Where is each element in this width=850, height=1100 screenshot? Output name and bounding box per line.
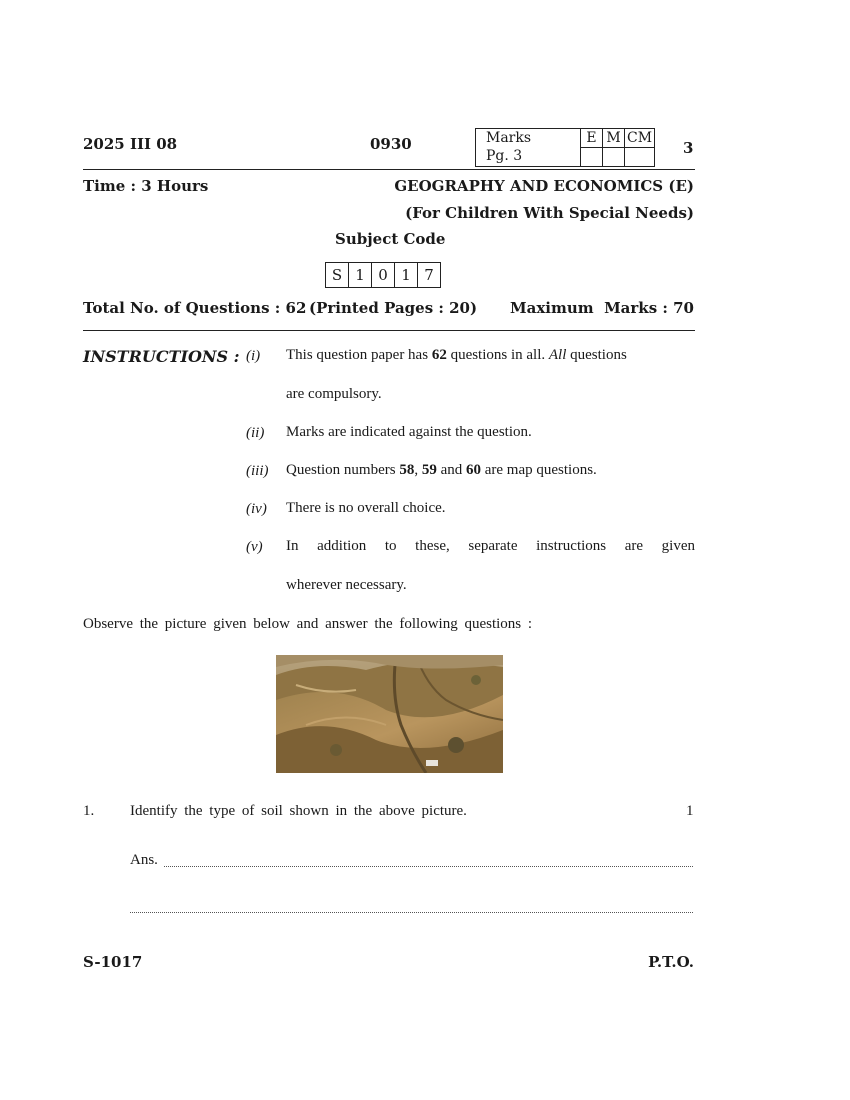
question-text: Identify the type of soil shown in the above picture.: [130, 803, 467, 819]
subject-code-label: Subject Code: [335, 230, 446, 248]
answer-label: Ans.: [130, 852, 158, 868]
instruction-item-3: [286, 462, 597, 479]
marks-page-ref: Pg. 3: [486, 148, 523, 164]
instruction-num: (iv): [246, 501, 267, 517]
instruction-num: (v): [246, 539, 263, 555]
ins-bold: 59: [421, 462, 437, 478]
marks-col-m: M: [603, 129, 625, 148]
instruction-num: (iii): [246, 463, 269, 479]
marks-cell-m: [603, 148, 625, 167]
exam-code: 2025 III 08: [83, 135, 178, 153]
ins-text: This question paper has: [286, 347, 432, 363]
instruction-num: (ii): [246, 425, 265, 441]
answer-line-1[interactable]: [164, 866, 693, 867]
instruction-num: (i): [246, 348, 261, 364]
ins-text: questions in all.: [446, 347, 549, 363]
details-divider: [83, 330, 695, 331]
audience-note: (For Children With Special Needs): [405, 204, 694, 222]
instruction-item-1: [286, 347, 695, 364]
question-number: 1.: [83, 803, 95, 819]
marks-col-e: E: [581, 129, 603, 148]
time-allowed: Time : 3 Hours: [83, 177, 209, 195]
marks-cell-cm: [625, 148, 655, 167]
code-char: 0: [372, 263, 395, 288]
header-divider: [83, 169, 695, 170]
ins-bold: 60: [466, 462, 481, 478]
soil-picture: [276, 655, 503, 773]
ins-text: ,: [414, 462, 422, 478]
footer-code: S-1017: [83, 953, 143, 971]
ins-text: Question numbers: [286, 462, 400, 478]
ins-text: and: [436, 462, 466, 478]
instruction-item-5: In addition to these, separate instructions are given: [286, 538, 695, 554]
ins-text: are map questions.: [481, 462, 597, 478]
ins-text: questions: [566, 347, 627, 363]
total-questions: Total No. of Questions : 62: [83, 299, 307, 317]
instruction-item-4: There is no overall choice.: [286, 500, 446, 516]
subject-title: GEOGRAPHY AND ECONOMICS (E): [394, 177, 694, 195]
instruction-item-1-cont: are compulsory.: [286, 386, 382, 402]
marks-cell-e: [581, 148, 603, 167]
question-marks: 1: [686, 803, 694, 819]
mountain-slope-icon: [276, 655, 503, 773]
page-number: 3: [683, 139, 694, 157]
instructions-heading: INSTRUCTIONS :: [83, 347, 240, 366]
marks-box: [475, 128, 655, 167]
marks-box-label: [476, 129, 581, 167]
instruction-item-5-cont: wherever necessary.: [286, 577, 407, 593]
marks-col-cm: CM: [625, 129, 655, 148]
code-char: 1: [349, 263, 372, 288]
question-prompt: Observe the picture given below and answer the following questions :: [83, 616, 533, 632]
subject-code-boxes: [325, 262, 441, 288]
answer-line-2[interactable]: [130, 912, 693, 913]
ins-bold: 62: [431, 347, 447, 363]
code-char: S: [326, 263, 349, 288]
ins-bold: 58: [399, 462, 415, 478]
marks-label: Marks: [486, 130, 532, 146]
code-char: 7: [418, 263, 441, 288]
maximum-marks: Maximum Marks : 70: [510, 299, 694, 317]
paper-code: 0930: [370, 135, 412, 153]
printed-pages: (Printed Pages : 20): [309, 299, 478, 317]
ins-emphasis: All: [548, 347, 567, 363]
code-char: 1: [395, 263, 418, 288]
instruction-item-2: Marks are indicated against the question.: [286, 424, 532, 440]
footer-pto: P.T.O.: [648, 953, 694, 971]
